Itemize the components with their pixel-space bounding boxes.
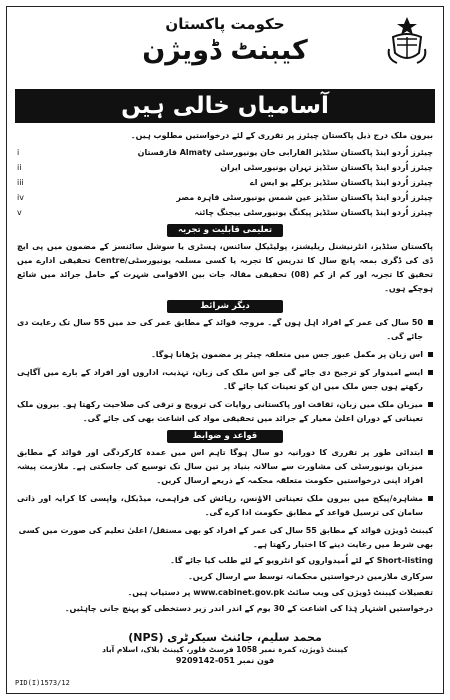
conditions-list <box>17 316 433 426</box>
post-item: چیئرز اُردو اینڈ پاکستان سٹڈیز الفارابی خان یونیورسٹی Almaty قازقستان i <box>17 147 433 157</box>
education-text: پاکستان سٹڈیز، انٹرنیشنل ریلیشنز، پولیٹیکل سائنس، ہسٹری یا سوشل سائنسز کے مضمون میں پی ایچ ڈی کی ڈگری بمعہ پانچ سال کا تدریس کا تجربہ یا کسی مسلمہ یونیورسٹی/Centre تحقیقی ادارے میں تحقیق کا تجربہ اور کم از کم (08) تحقیقی مقالہ جات بین الاقوامی شہرت کے حامل جرائد میں شائع ہوچکے ہوں۔ <box>17 242 433 293</box>
signatory-phone: فون نمبر 051-9209142 <box>175 656 275 665</box>
post-item: چیئرز اُردو اینڈ پاکستان سٹڈیز تہران یونیورسٹی ایران ii <box>17 162 433 172</box>
closing-note: درخواستیں اشتہار ہٰذا کی اشاعت کے 30 یوم کے اندر اندر زیر دستخطی کو پہنچ جانی چاہئیں۔ <box>64 604 433 613</box>
government-title: حکومت پاکستان <box>165 15 285 33</box>
post-item: چیئرز اُردو اینڈ پاکستان سٹڈیز پیکنگ یونیورسٹی بیجنگ چائنہ v <box>17 207 433 217</box>
ad-content <box>17 129 433 618</box>
closing-note: کیبنٹ ڈویژن قوائد کے مطابق 55 سال کی عمر کے افراد کو بھی مستقل/ اعلیٰ تعلیم کی صورت میں کسی بھی شرط میں رعایت دینے کا اختیار رکھتا ہے۔ <box>18 526 433 549</box>
signatory-address: کیبنٹ ڈویژن، کمرہ نمبر 1058 فرسٹ فلور، کیبنٹ بلاک، اسلام آباد <box>102 645 348 654</box>
post-item: چیئرز اُردو اینڈ پاکستان سٹڈیز برکلے یو ایس اے iii <box>17 177 433 187</box>
pid-code: PID(I)1573/12 <box>15 679 70 687</box>
closing-note: تفصیلات کیبنٹ ڈویژن کی ویب سائٹ www.cabinet.gov.pk پر دستیاب ہیں۔ <box>127 588 433 597</box>
signatory-name: محمد سلیم، جائنٹ سیکرٹری (NPS) <box>128 631 322 644</box>
condition-item: اس زبان پر مکمل عبور جس میں متعلقہ چیئر پر مضمون پڑھانا ہوگا۔ <box>17 348 433 362</box>
condition-item: ایسے امیدوار کو ترجیح دی جائے گی جو اس ملک کی زبان، تہذیب، اداروں اور افراد کے بارے میں آگاہی رکھتے ہوں جس ملک میں ان کو تعینات کیا جائے گا۔ <box>17 366 433 394</box>
advertisement-frame <box>6 6 444 694</box>
rule-item: مشاہرہ/پیکج میں بیرون ملک تعیناتی الاؤنس، رہائش کی فراہمی، میڈیکل، واپسی کا کرایہ اور ذاتی سامان کی ترسیل قواعد کے مطابق حکومت ادا کرے گی۔ <box>17 492 433 520</box>
rules-list <box>17 446 433 520</box>
conditions-heading: دیگر شرائط <box>167 300 283 313</box>
education-heading: تعلیمی قابلیت و تجربہ <box>167 224 283 237</box>
condition-item: میزبان ملک میں زبان، ثقافت اور پاکستانی روایات کی ترویج و ترقی کی صلاحیت رکھتا ہو۔ بیرون ملک تعیناتی کے دوران اعلیٰ معیار کے جرائد میں تحقیقی مواد کی اشاعت بھی کی جائے گی۔ <box>17 398 433 426</box>
division-title: کیبنٹ ڈویژن <box>142 35 308 66</box>
posts-list <box>17 145 433 220</box>
signature-block <box>7 631 443 665</box>
header <box>7 7 443 87</box>
rule-item: ابتدائی طور پر تقرری کا دورانیہ دو سال ہوگا تاہم اس میں عمدہ کارکردگی اور قوائد کے مطابق میزبان یونیورسٹی کی مشاورت سے سالانہ بنیاد پر تین سال تک توسیع کی جاسکتی ہے۔ ملازمت پیشہ افراد اپنی درخواستیں حکومت متعلقہ محکمہ کے ذریعے ارسال کریں۔ <box>17 446 433 488</box>
post-item: چیئرز اُردو اینڈ پاکستان سٹڈیز عین شمس یونیورسٹی قاہرہ مصر iv <box>17 192 433 202</box>
vacancies-banner: آسامیاں خالی ہیں <box>15 89 435 123</box>
condition-item: 50 سال کی عمر کے افراد اہل ہوں گے۔ مروجہ قوائد کے مطابق عمر کی حد میں 55 سال تک رعایت دی جائے گی۔ <box>17 316 433 344</box>
closing-notes <box>17 524 433 616</box>
rules-heading: قواعد و ضوابط <box>167 430 283 443</box>
closing-note: سرکاری ملازمین درخواستیں محکمانہ توسط سے ارسال کریں۔ <box>188 572 433 581</box>
intro-text: بیرون ملک درج ذیل پاکستان چیئرز پر تقرری کے لئے درخواستیں مطلوب ہیں۔ <box>130 131 433 140</box>
closing-note: Short-listing کے لئے اُمیدواروں کو انٹرویو کے لئے طلب کیا جائے گا۔ <box>170 556 433 565</box>
